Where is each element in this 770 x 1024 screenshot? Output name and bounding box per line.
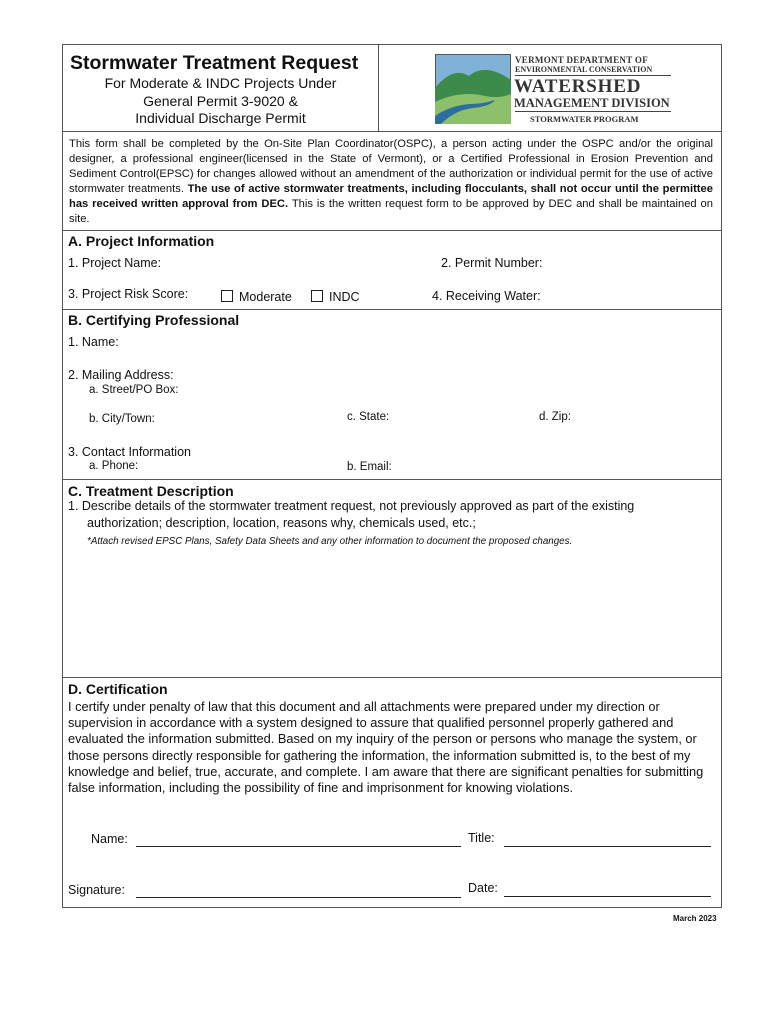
indc-checkbox[interactable] — [311, 290, 323, 302]
form-title: Stormwater Treatment Request — [70, 52, 359, 74]
state-label: c. State: — [347, 411, 390, 423]
logo-rule-bottom — [515, 111, 671, 112]
logo-division-text: MANAGEMENT DIVISION — [514, 96, 670, 110]
street-label: a. Street/PO Box: — [89, 384, 179, 396]
cert-signature-label: Signature: — [68, 883, 125, 897]
section-c-separator — [63, 479, 721, 480]
intro-text — [69, 137, 713, 227]
cert-signature-field[interactable] — [136, 897, 461, 898]
moderate-label: Moderate — [239, 290, 292, 304]
subtitle-line-3: Individual Discharge Permit — [135, 110, 306, 126]
receiving-water-label: 4. Receiving Water: — [432, 289, 541, 303]
form-subtitle — [63, 75, 378, 128]
treatment-description-line-2: authorization; description, location, reasons why, chemicals used, etc.; — [87, 516, 476, 530]
form-frame — [62, 44, 722, 908]
section-a-heading: A. Project Information — [68, 233, 215, 249]
phone-label: a. Phone: — [89, 460, 139, 472]
subtitle-line-1: For Moderate & INDC Projects Under — [104, 75, 337, 91]
intro-bold: The use of active stormwater treatments, including flocculants, shall not occur until the permittee has received written approval from DEC. — [69, 183, 713, 210]
permit-number-label: 2. Permit Number: — [441, 256, 543, 270]
section-a-separator — [63, 230, 721, 231]
indc-label: INDC — [329, 290, 360, 304]
landscape-logo-icon — [435, 54, 511, 124]
contact-information-label: 3. Contact Information — [68, 445, 191, 459]
section-b-heading: B. Certifying Professional — [68, 312, 240, 328]
cert-title-label: Title: — [468, 831, 495, 845]
logo-program-text: STORMWATER PROGRAM — [530, 114, 639, 124]
header-divider — [378, 45, 379, 131]
project-name-label: 1. Project Name: — [68, 256, 162, 270]
mailing-address-label: 2. Mailing Address: — [68, 368, 174, 382]
email-label: b. Email: — [347, 461, 392, 473]
attachment-note: *Attach revised EPSC Plans, Safety Data Sheets and any other information to document the proposed changes. — [87, 536, 573, 547]
professional-name-label: 1. Name: — [68, 335, 119, 349]
logo-dept-line-2: ENVIRONMENTAL CONSERVATION — [515, 65, 653, 74]
moderate-checkbox[interactable] — [221, 290, 233, 302]
intro-part-2: This is the written request form to be approved by DEC and shall be maintained on site. — [69, 198, 713, 225]
treatment-description-line-1: 1. Describe details of the stormwater treatment request, not previously approved as part of the existing — [68, 499, 635, 513]
header-separator — [63, 131, 721, 132]
cert-title-field[interactable] — [504, 846, 711, 847]
certification-text: I certify under penalty of law that this document and all attachments were prepared under my direction or supervision in accordance with a system designed to assure that qualified personnel properly gathered and evaluated the information submitted. Based on my inquiry of the person or persons who manage the system, or those persons directly responsible for gathering the information, the information submitted is, to the best of my knowledge and belief, true, accurate, and complete. I am aware that there are significant penalties for submitting false information, including the possibility of fine and imprisonment for knowing violations. — [68, 699, 704, 796]
cert-date-label: Date: — [468, 881, 498, 895]
risk-score-label: 3. Project Risk Score: — [68, 287, 189, 301]
intro-part-1: This form shall be completed by the On-Site Plan Coordinator(OSPC), a person acting under the OSPC and/or the original designer, a professional engineer(licensed in the State of Vermont), or a Certified Professional in Erosion Prevention and Sediment Control(EPSC) for changes allowed without an amendment of the authorization or individual permit for the use of active stormwater treatments. — [69, 138, 713, 195]
city-label: b. City/Town: — [89, 413, 155, 425]
watershed-logo — [435, 54, 675, 126]
zip-label: d. Zip: — [539, 411, 571, 423]
section-d-separator — [63, 677, 721, 678]
logo-dept-line-1: VERMONT DEPARTMENT OF — [515, 55, 648, 65]
subtitle-line-2: General Permit 3-9020 & — [143, 92, 298, 109]
footer-date: March 2023 — [673, 914, 717, 923]
treatment-description-area[interactable] — [87, 553, 713, 673]
section-c-heading: C. Treatment Description — [68, 483, 234, 499]
section-d-heading: D. Certification — [68, 681, 168, 697]
cert-name-label: Name: — [91, 832, 128, 846]
cert-date-field[interactable] — [504, 896, 711, 897]
section-b-separator — [63, 309, 721, 310]
cert-name-field[interactable] — [136, 846, 461, 847]
logo-main-text: WATERSHED — [514, 76, 642, 97]
